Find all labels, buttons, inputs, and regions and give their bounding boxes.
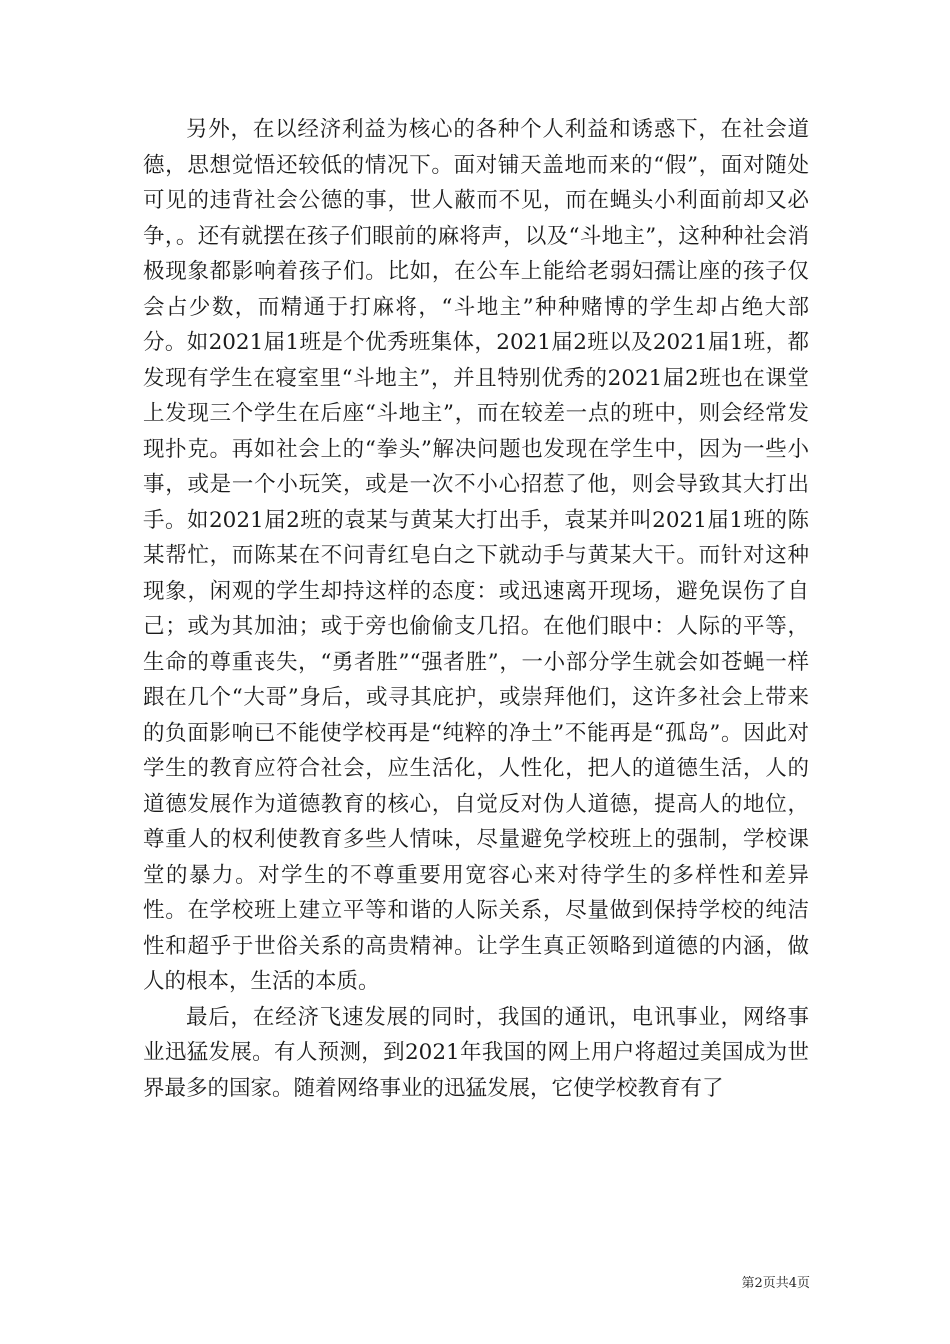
paragraph-1: 另外，在以经济利益为核心的各种个人利益和诱惑下，在社会道德，思想觉悟还较低的情况下。面对铺天盖地而来的“假”，面对随处可见的违背社会公德的事，世人蔽而不见，而在蝇头小利面前却又必争，。还有就摆在孩子们眼前的麻将声，以及“斗地主”，这种种社会消极现象都影响着孩子们。比如，在公车上能给老弱妇孺让座的孩子仅会占少数，而精通于打麻将，“斗地主”种种赌博的学生却占绝大部分。如2021届1班是个优秀班集体，2021届2班以及2021届1班，都发现有学生在寝室里“斗地主”，并且特别优秀的2021届2班也在课堂上发现三个学生在后座“斗地主”，而在较差一点的班中，则会经常发现扑克。再如社会上的“拳头”解决问题也发现在学生中，因为一些小事，或是一个小玩笑，或是一次不小心招惹了他，则会导致其大打出手。如2021届2班的袁某与黄某大打出手，袁某并叫2021届1班的陈某帮忙，而陈某在不问青红皂白之下就动手与黄某大干。而针对这种现象，闲观的学生却持这样的态度：或迅速离开现场，避免误伤了自己；或为其加油；或于旁也偷偷支几招。在他们眼中：人际的平等，生命的尊重丧失，“勇者胜”“强者胜”，一小部分学生就会如苍蝇一样跟在几个“大哥”身后，或寻其庇护，或崇拜他们，这许多社会上带来的负面影响已不能使学校再是“纯粹的净土”不能再是“孤岛”。因此对学生的教育应符合社会，应生活化，人性化，把人的道德生活，人的道德发展作为道德教育的核心，自觉反对伪人道德，提高人的地位，尊重人的权利使教育多些人情味，尽量避免学校班上的强制，学校课堂的暴力。对学生的不尊重要用宽容心来对待学生的多样性和差异性。在学校班上建立平等和谐的人际关系，尽量做到保持学校的纯洁性和超乎于世俗关系的高贵精神。让学生真正领略到道德的内涵，做人的根本，生活的本质。 [143, 117, 809, 994]
document-body [143, 112, 809, 1106]
page-number-footer: 第2页共4页 [741, 1276, 810, 1291]
paragraph-2: 最后，在经济飞速发展的同时，我国的通讯，电讯事业，网络事业迅猛发展。有人预测，到2021年我国的网上用户将超过美国成为世界最多的国家。随着网络事业的迅猛发展，它使学校教育有了 [143, 1004, 809, 1101]
